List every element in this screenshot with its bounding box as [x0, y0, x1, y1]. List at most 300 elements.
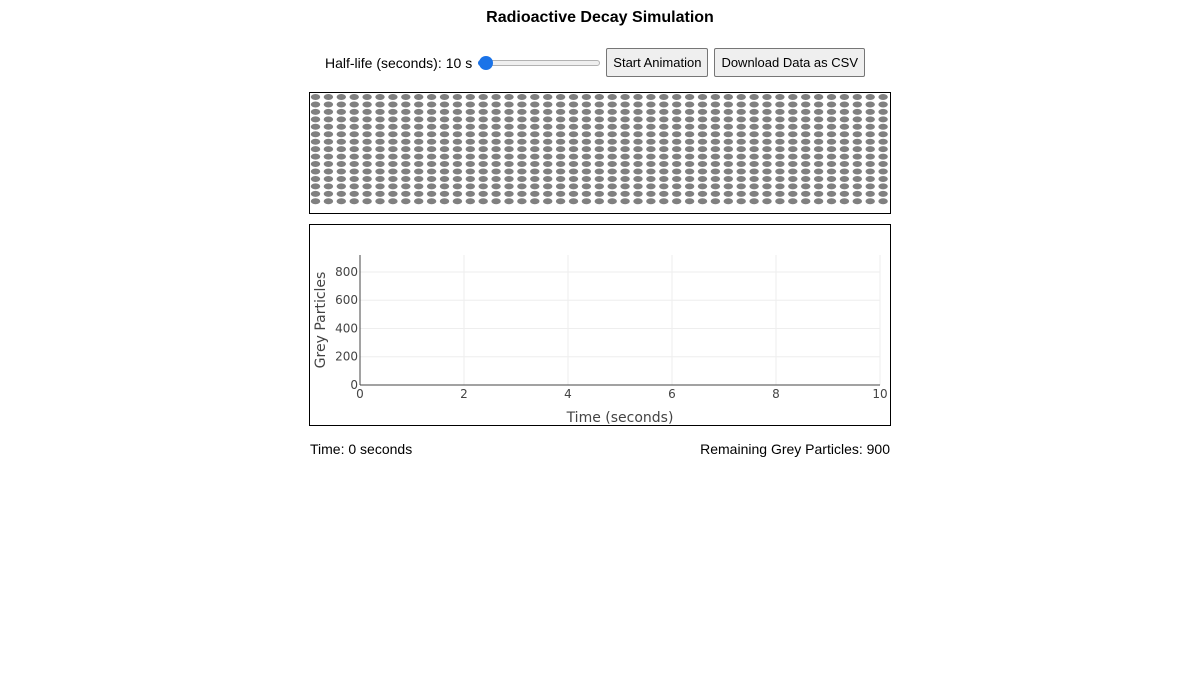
- particle: [440, 131, 449, 137]
- particle: [633, 198, 642, 204]
- particle: [530, 161, 539, 167]
- particle: [814, 94, 823, 100]
- particle: [633, 131, 642, 137]
- particle: [350, 169, 359, 175]
- y-axis-title: Grey Particles: [313, 271, 329, 369]
- particle: [479, 101, 488, 107]
- particle: [479, 94, 488, 100]
- x-axis-title: Time (seconds): [566, 410, 674, 425]
- particle: [569, 109, 578, 115]
- particle: [633, 146, 642, 152]
- start-animation-button[interactable]: Start Animation: [606, 48, 708, 77]
- particle: [608, 94, 617, 100]
- particle: [414, 161, 423, 167]
- particle: [388, 183, 397, 189]
- particle: [375, 124, 384, 130]
- particle: [350, 146, 359, 152]
- particle: [853, 124, 862, 130]
- particle: [853, 191, 862, 197]
- particle: [311, 131, 320, 137]
- particle: [375, 94, 384, 100]
- particle: [840, 169, 849, 175]
- particle: [724, 176, 733, 182]
- particle: [388, 154, 397, 160]
- particle: [582, 154, 591, 160]
- particle: [543, 169, 552, 175]
- particle: [414, 183, 423, 189]
- controls-bar: [325, 48, 871, 77]
- particle: [427, 191, 436, 197]
- particle: [608, 176, 617, 182]
- particle: [659, 161, 668, 167]
- particle: [504, 161, 513, 167]
- particle: [414, 191, 423, 197]
- particle: [440, 109, 449, 115]
- particle: [737, 124, 746, 130]
- particle: [504, 139, 513, 145]
- particle: [633, 109, 642, 115]
- particle: [595, 101, 604, 107]
- particle: [840, 116, 849, 122]
- particle: [608, 139, 617, 145]
- particle: [491, 94, 500, 100]
- particle: [350, 154, 359, 160]
- particle: [569, 176, 578, 182]
- particle: [375, 154, 384, 160]
- particle: [749, 124, 758, 130]
- particle: [827, 176, 836, 182]
- particle: [543, 124, 552, 130]
- particle: [362, 169, 371, 175]
- particle: [324, 198, 333, 204]
- particle: [827, 101, 836, 107]
- particle: [569, 139, 578, 145]
- particle: [878, 198, 887, 204]
- particle: [646, 161, 655, 167]
- particle: [517, 94, 526, 100]
- particle: [504, 198, 513, 204]
- particle: [414, 176, 423, 182]
- particle: [324, 183, 333, 189]
- particle: [556, 109, 565, 115]
- particle: [788, 191, 797, 197]
- particle: [620, 191, 629, 197]
- particle: [556, 191, 565, 197]
- particle: [543, 116, 552, 122]
- particle: [775, 146, 784, 152]
- particle: [582, 176, 591, 182]
- particle: [324, 101, 333, 107]
- particle: [737, 161, 746, 167]
- particle: [737, 198, 746, 204]
- particle: [685, 169, 694, 175]
- particle: [414, 124, 423, 130]
- particle: [504, 124, 513, 130]
- particle: [517, 101, 526, 107]
- particle: [853, 161, 862, 167]
- particle: [620, 124, 629, 130]
- particle: [646, 176, 655, 182]
- particle: [311, 198, 320, 204]
- particle: [582, 198, 591, 204]
- particle: [504, 94, 513, 100]
- particle: [866, 109, 875, 115]
- particle: [337, 169, 346, 175]
- particle: [491, 169, 500, 175]
- download-csv-button[interactable]: Download Data as CSV: [714, 48, 865, 77]
- particle: [595, 176, 604, 182]
- particle: [749, 109, 758, 115]
- particle: [569, 101, 578, 107]
- particle: [491, 146, 500, 152]
- particle: [608, 191, 617, 197]
- particle: [853, 198, 862, 204]
- particle: [633, 124, 642, 130]
- particle: [827, 131, 836, 137]
- particle: [878, 161, 887, 167]
- particle: [711, 154, 720, 160]
- particle: [762, 183, 771, 189]
- particle: [569, 161, 578, 167]
- particle: [453, 109, 462, 115]
- particle: [517, 109, 526, 115]
- particle: [491, 101, 500, 107]
- particle: [401, 169, 410, 175]
- particle: [311, 94, 320, 100]
- particle: [427, 94, 436, 100]
- particle: [659, 198, 668, 204]
- particle: [556, 183, 565, 189]
- particle: [814, 169, 823, 175]
- x-tick-label: 2: [460, 387, 468, 401]
- particle: [569, 169, 578, 175]
- particle: [659, 131, 668, 137]
- particle: [401, 131, 410, 137]
- particle: [724, 139, 733, 145]
- particle: [466, 94, 475, 100]
- particle: [350, 191, 359, 197]
- particle: [479, 154, 488, 160]
- particle: [788, 161, 797, 167]
- particle: [556, 101, 565, 107]
- particle: [362, 94, 371, 100]
- particle: [466, 116, 475, 122]
- particle: [556, 131, 565, 137]
- particle: [737, 116, 746, 122]
- particle: [853, 101, 862, 107]
- particle: [504, 131, 513, 137]
- x-tick-label: 4: [564, 387, 572, 401]
- particle: [388, 191, 397, 197]
- particle: [543, 109, 552, 115]
- particle: [724, 169, 733, 175]
- particle: [337, 116, 346, 122]
- particle: [311, 183, 320, 189]
- particle: [878, 94, 887, 100]
- particle: [375, 139, 384, 145]
- particle: [440, 124, 449, 130]
- particle: [672, 169, 681, 175]
- particle: [595, 154, 604, 160]
- particle: [646, 109, 655, 115]
- particle: [866, 94, 875, 100]
- particle: [362, 139, 371, 145]
- particle: [324, 109, 333, 115]
- particle: [633, 101, 642, 107]
- particle: [685, 131, 694, 137]
- particle: [698, 131, 707, 137]
- particle: [801, 154, 810, 160]
- particle: [672, 191, 681, 197]
- particle: [827, 94, 836, 100]
- particle: [698, 146, 707, 152]
- particle: [414, 131, 423, 137]
- particle: [362, 109, 371, 115]
- particle: [762, 101, 771, 107]
- particle: [801, 169, 810, 175]
- particle: [814, 116, 823, 122]
- particle: [491, 139, 500, 145]
- particle: [633, 154, 642, 160]
- particle: [866, 146, 875, 152]
- particle: [491, 161, 500, 167]
- particle: [853, 146, 862, 152]
- particle: [375, 191, 384, 197]
- particle: [878, 109, 887, 115]
- particle: [362, 176, 371, 182]
- particle: [633, 191, 642, 197]
- particle: [543, 146, 552, 152]
- particle: [595, 183, 604, 189]
- particle: [375, 146, 384, 152]
- particle: [427, 139, 436, 145]
- particle: [698, 109, 707, 115]
- remaining-particles-status: Remaining Grey Particles: 900: [700, 441, 890, 457]
- half-life-slider[interactable]: [476, 55, 600, 71]
- particle: [659, 183, 668, 189]
- particle: [685, 116, 694, 122]
- particle: [685, 139, 694, 145]
- particle: [466, 198, 475, 204]
- particle: [737, 154, 746, 160]
- particle: [414, 139, 423, 145]
- particle: [853, 154, 862, 160]
- particle: [801, 101, 810, 107]
- particle: [427, 198, 436, 204]
- particle: [388, 101, 397, 107]
- particle: [608, 169, 617, 175]
- x-tick-label: 6: [668, 387, 676, 401]
- particle: [685, 94, 694, 100]
- particle: [840, 109, 849, 115]
- particle: [814, 176, 823, 182]
- particle: [595, 191, 604, 197]
- particle: [504, 191, 513, 197]
- particle: [337, 94, 346, 100]
- particle: [827, 161, 836, 167]
- particle: [711, 116, 720, 122]
- particle: [324, 94, 333, 100]
- particle: [633, 176, 642, 182]
- particle: [801, 176, 810, 182]
- particle: [659, 124, 668, 130]
- particle: [672, 131, 681, 137]
- particle: [504, 109, 513, 115]
- particle: [401, 176, 410, 182]
- particle: [788, 139, 797, 145]
- particle: [672, 154, 681, 160]
- particle: [556, 176, 565, 182]
- particle: [878, 191, 887, 197]
- particle: [362, 183, 371, 189]
- particle: [491, 116, 500, 122]
- particle: [775, 109, 784, 115]
- particle: [530, 154, 539, 160]
- particle: [866, 124, 875, 130]
- particle: [672, 176, 681, 182]
- particle: [440, 154, 449, 160]
- particle: [762, 116, 771, 122]
- particle: [491, 131, 500, 137]
- particle: [866, 169, 875, 175]
- particle: [711, 198, 720, 204]
- particle: [350, 161, 359, 167]
- particle: [530, 139, 539, 145]
- particle: [414, 169, 423, 175]
- particle: [491, 124, 500, 130]
- particle: [711, 146, 720, 152]
- particle: [878, 131, 887, 137]
- particle: [337, 154, 346, 160]
- particle: [814, 101, 823, 107]
- particle: [762, 139, 771, 145]
- particle: [878, 116, 887, 122]
- particle: [608, 161, 617, 167]
- particle: [672, 183, 681, 189]
- particle: [608, 146, 617, 152]
- particle: [466, 169, 475, 175]
- particle: [530, 169, 539, 175]
- particle: [762, 94, 771, 100]
- particle: [840, 94, 849, 100]
- particle: [427, 101, 436, 107]
- particle: [466, 183, 475, 189]
- particle: [788, 109, 797, 115]
- particle: [375, 183, 384, 189]
- particle: [530, 124, 539, 130]
- particle: [827, 169, 836, 175]
- y-tick-label: 600: [335, 293, 358, 308]
- particle: [324, 116, 333, 122]
- particle: [827, 191, 836, 197]
- particle: [853, 183, 862, 189]
- particle: [685, 198, 694, 204]
- particle: [543, 191, 552, 197]
- particle: [517, 176, 526, 182]
- particle: [569, 146, 578, 152]
- particle: [388, 161, 397, 167]
- particle: [324, 154, 333, 160]
- particle: [659, 154, 668, 160]
- particle: [646, 131, 655, 137]
- particle: [775, 191, 784, 197]
- particle: [466, 154, 475, 160]
- particle: [672, 116, 681, 122]
- particle: [646, 198, 655, 204]
- particle: [595, 161, 604, 167]
- particle: [440, 94, 449, 100]
- slider-thumb[interactable]: [479, 56, 493, 70]
- particle: [659, 109, 668, 115]
- particle: [620, 154, 629, 160]
- particle: [595, 169, 604, 175]
- particle: [375, 198, 384, 204]
- particle: [324, 139, 333, 145]
- particle: [866, 116, 875, 122]
- particle: [724, 183, 733, 189]
- particle: [814, 139, 823, 145]
- particle: [711, 101, 720, 107]
- particle: [479, 176, 488, 182]
- particle: [582, 191, 591, 197]
- particle: [543, 198, 552, 204]
- particle: [866, 183, 875, 189]
- particle: [530, 131, 539, 137]
- particle: [401, 116, 410, 122]
- particle: [620, 176, 629, 182]
- particle: [311, 161, 320, 167]
- particle: [814, 198, 823, 204]
- particle: [840, 198, 849, 204]
- particle: [479, 116, 488, 122]
- particle: [582, 146, 591, 152]
- particle: [311, 154, 320, 160]
- y-tick-label: 400: [335, 321, 358, 336]
- particle: [388, 109, 397, 115]
- particle: [337, 146, 346, 152]
- particle: [440, 161, 449, 167]
- particle: [633, 183, 642, 189]
- particle: [853, 176, 862, 182]
- particle: [375, 131, 384, 137]
- particle: [724, 101, 733, 107]
- particle: [388, 146, 397, 152]
- particle: [543, 101, 552, 107]
- particle: [375, 176, 384, 182]
- particle: [685, 101, 694, 107]
- particle: [362, 124, 371, 130]
- particle: [620, 169, 629, 175]
- particle: [788, 124, 797, 130]
- particle: [401, 101, 410, 107]
- particle: [866, 191, 875, 197]
- particle: [659, 101, 668, 107]
- particle: [737, 139, 746, 145]
- particle: [595, 198, 604, 204]
- particle: [388, 169, 397, 175]
- particle: [724, 124, 733, 130]
- particle: [427, 146, 436, 152]
- particle: [517, 139, 526, 145]
- particle: [878, 124, 887, 130]
- particle: [724, 146, 733, 152]
- particle: [762, 198, 771, 204]
- particle: [453, 191, 462, 197]
- particle: [350, 101, 359, 107]
- particle: [878, 176, 887, 182]
- particle: [504, 116, 513, 122]
- particle: [362, 131, 371, 137]
